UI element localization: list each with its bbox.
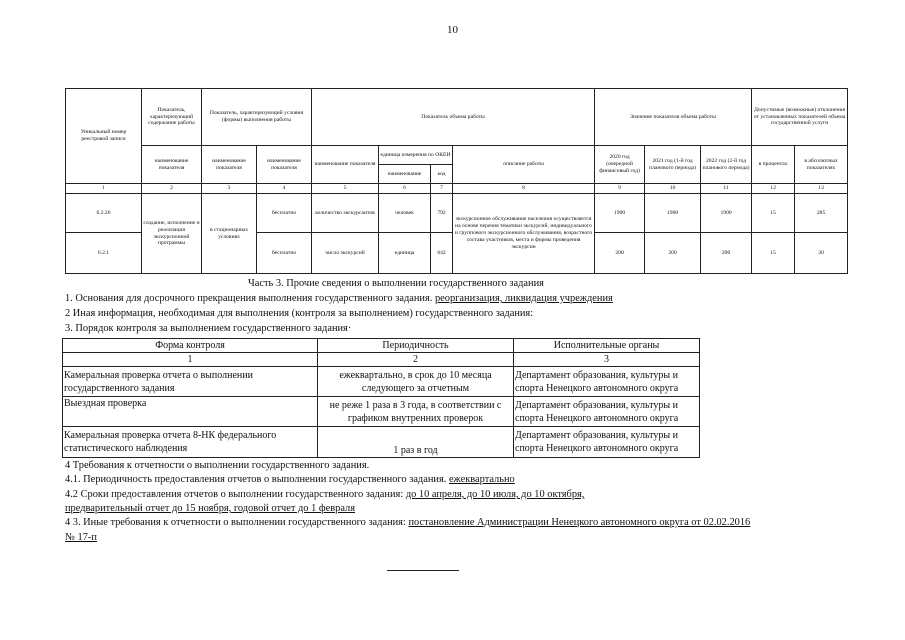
description-cell: экскурсионное обслуживание населения осуществляется на основе перечня тематики экскурсий, индивидуального и группового экскурсионного обслуживания, возрастного состава участников, места и формы проведения экскурсии (453, 194, 595, 274)
column-number: 2 (318, 353, 514, 367)
registry-number-header: Уникальный номер реестровой записи (66, 89, 142, 184)
item41-value: ежеквартально (448, 474, 515, 485)
column-number: 2 (142, 184, 202, 194)
period-header: Периодичность (318, 339, 514, 353)
content-value-cell: создание, исполнение и реализация экскурсионной программы (142, 194, 202, 274)
table-row (63, 397, 700, 427)
control-period-cell: не реже 1 раза в 3 года, в соответствии с графиком внутренних проверок (318, 397, 514, 427)
reporting-item4: 4 Требования к отчетности о выполнении государственного задания. (65, 460, 370, 471)
column-number: 4 (257, 184, 312, 194)
percent-cell: 15 (752, 194, 795, 233)
item41-label: 4.1. Периодичность предоставления отчетов о выполнении государственного задания. (65, 474, 449, 485)
control-organ-cell: Департамент образования, культуры и спорта Ненецкого автономного округа (514, 367, 700, 397)
volume-indicators-table (65, 88, 848, 274)
work-description-header: описание работы (453, 146, 595, 184)
organ-header: Исполнительные органы (514, 339, 700, 353)
percent-cell: 15 (752, 233, 795, 274)
code-cell: 642 (431, 233, 453, 274)
content-indicator-header: Показатель, характеризующий содержание работы (142, 89, 202, 146)
control-period-cell: 1 раз в год (318, 427, 514, 458)
value-2021-cell: 200 (645, 233, 701, 274)
reporting-item41 (65, 473, 515, 487)
value-2022-cell: 200 (701, 233, 752, 274)
year-2020-header: 2020 год (очередной финансовый год) (595, 146, 645, 184)
control-period-cell: ежеквартально, в срок до 10 месяца следующего за отчетным (318, 367, 514, 397)
item42-value: до 10 апреля, до 10 июля, до 10 октября, (405, 489, 585, 500)
column-number: 8 (453, 184, 595, 194)
absolute-header: в абсолютных показателях (795, 146, 848, 184)
column-number: 3 (514, 353, 700, 367)
item1-label: 1. Основания для досрочного прекращения выполнения государственного задания. (65, 293, 435, 304)
form-header: Форма контроля (63, 339, 318, 353)
conditions-value-cell: в стационарных условиях (202, 194, 257, 274)
column-number: 3 (202, 184, 257, 194)
page-number: 10 (447, 24, 458, 36)
okei-unit-header: единица измерения по ОКЕИ (379, 146, 453, 165)
reporting-item42-continued: предварительный отчет до 15 ноября, годовой отчет до 1 февраля (65, 503, 355, 514)
registry-cell: 6.2.26 (66, 194, 142, 233)
footer-divider (387, 570, 459, 571)
conditions-name-header-2: наименование показателя (257, 146, 312, 184)
reporting-item43-continued: № 17-п (65, 532, 97, 543)
content-name-header: наименование показателя (142, 146, 202, 184)
volume-name-header: наименование показателя (312, 146, 379, 184)
year-2022-header: 2022 год (2-й год планового периода) (701, 146, 752, 184)
indicator-cell: количество экскурсантов (312, 194, 379, 233)
item42-label: 4.2 Сроки предоставления отчетов о выполнении государственного задания: (65, 489, 406, 500)
control-organ-cell: Департамент образования, культуры и спорта Ненецкого автономного округа (514, 427, 700, 458)
column-number: 5 (312, 184, 379, 194)
conditions-indicator-header: Показатель, характеризующий условия (формы) выполнения работы (202, 89, 312, 146)
unit-cell: человек (379, 194, 431, 233)
column-number: 6 (379, 184, 431, 194)
reporting-item43 (65, 516, 750, 530)
conditions-name-header: наименование показателя (202, 146, 257, 184)
control-form-cell: Камеральная проверка отчета 8-НК федерального статистического наблюдения (63, 427, 318, 458)
item43-value: постановление Администрации Ненецкого автономного округа от 02.02.2016 (408, 517, 751, 528)
column-number: 1 (66, 184, 142, 194)
control-form-cell: Камеральная проверка отчета о выполнении государственного задания (63, 367, 318, 397)
column-number: 12 (752, 184, 795, 194)
reporting-item42 (65, 488, 584, 502)
fee-cell: бесплатно (257, 233, 312, 274)
part3-item2: 2 Иная информация, необходимая для выполнения (контроля за выполнением) государственного задания: (65, 308, 534, 319)
registry-cell: 6.2.1 (66, 233, 142, 274)
column-number: 7 (431, 184, 453, 194)
absolute-cell: 285 (795, 194, 848, 233)
value-2020-cell: 1900 (595, 194, 645, 233)
volume-value-header: Значение показателя объема работы (595, 89, 752, 146)
fee-cell: бесплатно (257, 194, 312, 233)
value-2022-cell: 1900 (701, 194, 752, 233)
volume-indicator-header: Показатель объема работы (312, 89, 595, 146)
column-number: 10 (645, 184, 701, 194)
column-number: 9 (595, 184, 645, 194)
control-procedure-table (62, 338, 700, 458)
unit-cell: единица (379, 233, 431, 274)
column-number: 1 (63, 353, 318, 367)
part3-title: Часть 3. Прочие сведения о выполнении государственного задания (248, 278, 544, 289)
table-row (66, 194, 848, 233)
column-number: 11 (701, 184, 752, 194)
item43-label: 4 3. Иные требования к отчетности о выполнении государственного задания: (65, 517, 409, 528)
absolute-cell: 30 (795, 233, 848, 274)
code-cell: 792 (431, 194, 453, 233)
value-2020-cell: 200 (595, 233, 645, 274)
year-2021-header: 2021 год (1-й год планового периода) (645, 146, 701, 184)
part3-item3: 3. Порядок контроля за выполнением государственного задания· (65, 323, 352, 334)
item1-value: реорганизация, ликвидация учреждения (434, 293, 613, 304)
control-organ-cell: Департамент образования, культуры и спорта Ненецкого автономного округа (514, 397, 700, 427)
indicator-cell: число экскурсий (312, 233, 379, 274)
column-number: 13 (795, 184, 848, 194)
part3-item1 (65, 292, 613, 306)
percent-header: в процентах (752, 146, 795, 184)
table-row (63, 367, 700, 397)
control-form-cell: Выездная проверка (63, 397, 318, 427)
okei-name-header: наименование (379, 165, 431, 184)
okei-code-header: код (431, 165, 453, 184)
deviation-header: Допустимые (возможные) отклонения от установленных показателей объема государственной услуги (752, 89, 848, 146)
value-2021-cell: 1900 (645, 194, 701, 233)
table-row (63, 427, 700, 458)
